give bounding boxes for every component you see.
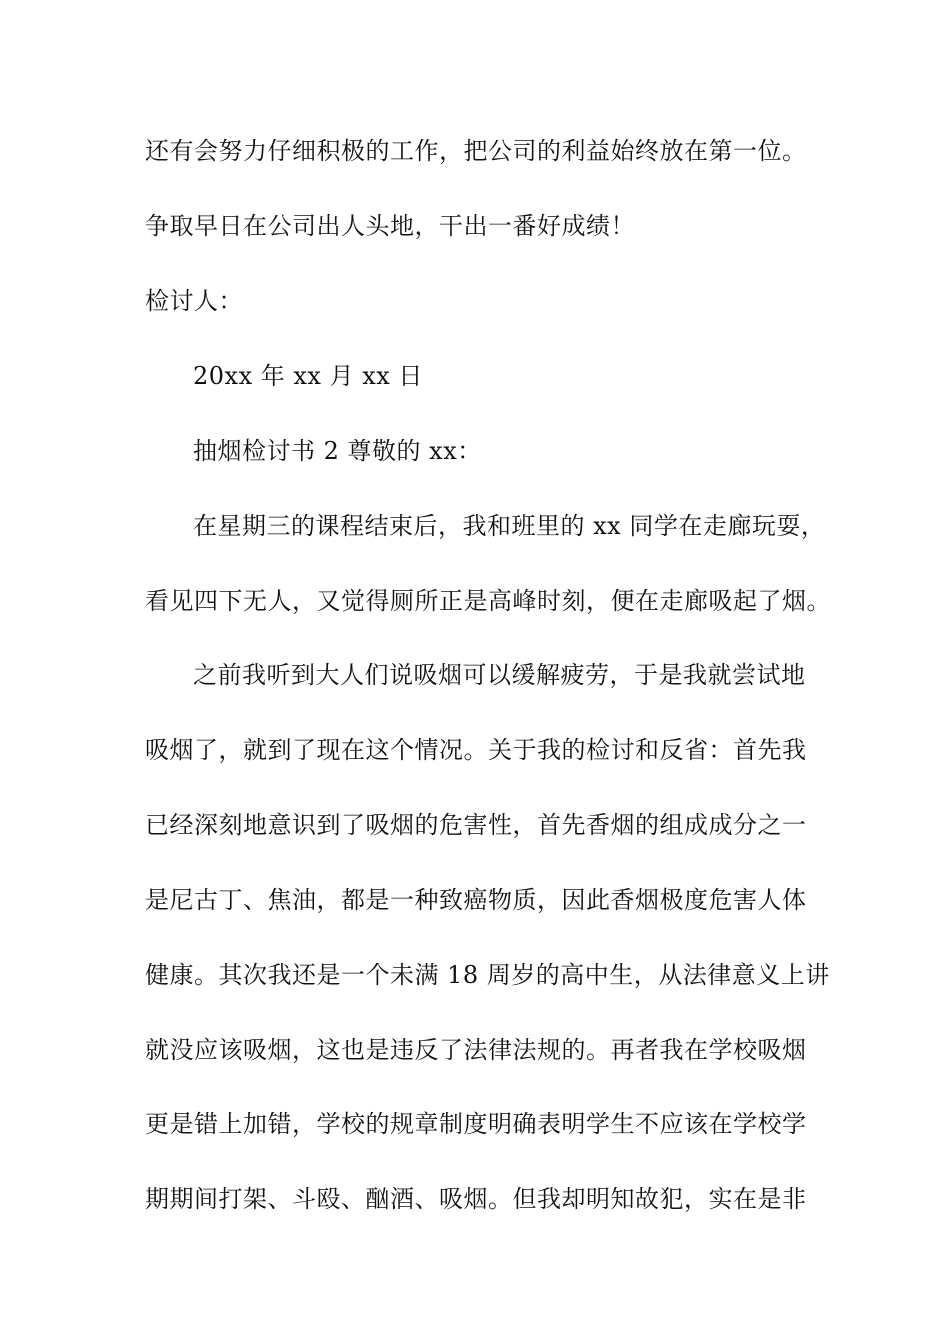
text-line-13: 就没应该吸烟，这也是违反了法律法规的。再者我在学校吸烟 (145, 1036, 807, 1064)
text-line-10: 已经深刻地意识到了吸烟的危害性，首先香烟的组成成分之一 (145, 811, 807, 839)
text-line-6: 在星期三的课程结束后，我和班里的 xx 同学在走廊玩耍， (193, 512, 826, 540)
text-line-1: 还有会努力仔细积极的工作，把公司的利益始终放在第一位。 (145, 137, 807, 165)
section-heading: 抽烟检讨书 2 尊敬的 xx： (193, 437, 482, 465)
text-line-15: 期期间打架、斗殴、酗酒、吸烟。但我却明知故犯，实在是非 (145, 1185, 807, 1213)
text-line-7: 看见四下无人，又觉得厕所正是高峰时刻，便在走廊吸起了烟。 (145, 587, 831, 615)
date-line: 20xx 年 xx 月 xx 日 (193, 362, 423, 390)
text-line-2: 争取早日在公司出人头地，干出一番好成绩！ (145, 212, 635, 240)
text-line-12: 健康。其次我还是一个未满 18 周岁的高中生，从法律意义上讲 (145, 961, 830, 989)
text-line-9: 吸烟了，就到了现在这个情况。关于我的检讨和反省：首先我 (145, 736, 807, 764)
text-line-11: 是尼古丁、焦油，都是一种致癌物质，因此香烟极度危害人体 (145, 886, 807, 914)
signature-label: 检讨人： (145, 287, 243, 315)
text-line-8: 之前我听到大人们说吸烟可以缓解疲劳，于是我就尝试地 (193, 661, 806, 689)
text-line-14: 更是错上加错，学校的规章制度明确表明学生不应该在学校学 (145, 1110, 807, 1138)
